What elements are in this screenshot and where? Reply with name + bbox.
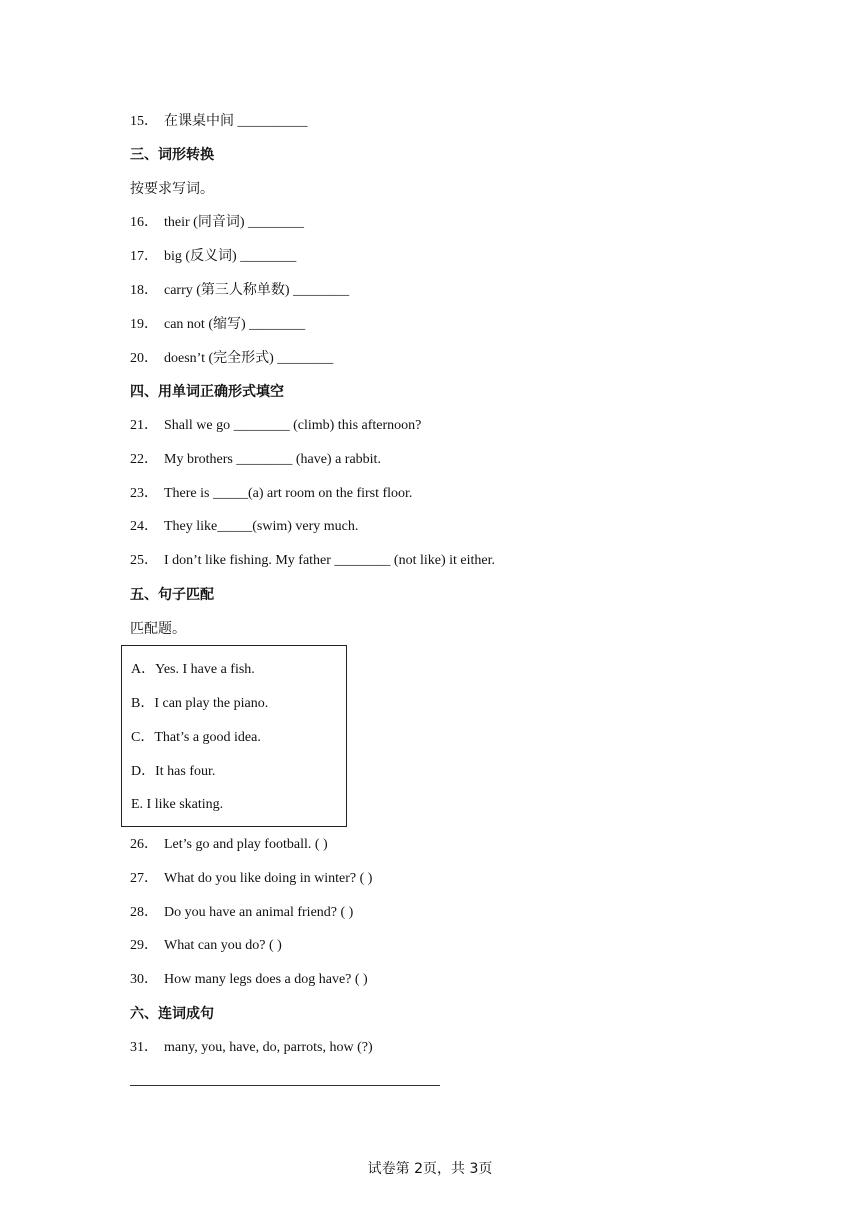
question-text: I don’t like fishing. My father ________ (not like) it either. [164, 553, 496, 568]
question-number: 26． [130, 837, 158, 852]
option-b: B．I can play the piano. [131, 696, 269, 711]
question-28 [130, 904, 353, 922]
section-3-title: 三、词形转换 [130, 147, 214, 163]
option-d: D．It has four. [131, 764, 216, 779]
question-text: There is _____(a) art room on the first floor. [164, 486, 413, 501]
question-text: They like_____(swim) very much. [164, 519, 359, 534]
question-16 [130, 214, 304, 232]
question-31 [130, 1039, 373, 1057]
question-number: 22． [130, 452, 158, 467]
question-text: Let’s go and play football. ( ) [164, 837, 328, 852]
question-number: 15． [130, 114, 158, 129]
question-text: Do you have an animal friend? ( ) [164, 905, 354, 920]
question-number: 19． [130, 317, 158, 332]
question-number: 31． [130, 1040, 158, 1055]
question-19 [130, 316, 305, 334]
question-24 [130, 518, 358, 536]
question-number: 28． [130, 905, 158, 920]
question-29 [130, 937, 282, 955]
question-number: 24． [130, 519, 158, 534]
question-20 [130, 350, 333, 368]
question-text: How many legs does a dog have? ( ) [164, 972, 368, 987]
option-e: E. I like skating. [131, 797, 224, 812]
question-number: 29． [130, 938, 158, 953]
question-30 [130, 971, 368, 989]
question-22 [130, 451, 381, 469]
question-number: 21． [130, 418, 158, 433]
question-number: 30． [130, 972, 158, 987]
question-number: 25． [130, 553, 158, 568]
section-4-title: 四、用单词正确形式填空 [130, 384, 284, 400]
question-number: 18． [130, 283, 158, 298]
question-text: their (同音词) ________ [164, 215, 304, 230]
question-number: 16． [130, 215, 158, 230]
question-17 [130, 248, 296, 266]
section-5-title: 五、句子匹配 [130, 587, 214, 603]
question-15 [130, 113, 308, 131]
question-text: What do you like doing in winter? ( ) [164, 871, 373, 886]
question-number: 17． [130, 249, 158, 264]
question-number: 23． [130, 486, 158, 501]
question-25 [130, 552, 495, 570]
section-5-instruction: 匹配题。 [130, 621, 186, 637]
question-text: carry (第三人称单数) ________ [164, 283, 350, 298]
section-3-instruction: 按要求写词。 [130, 181, 214, 197]
question-text: What can you do? ( ) [164, 938, 282, 953]
answer-line [130, 1085, 440, 1086]
question-text: My brothers ________ (have) a rabbit. [164, 452, 381, 467]
question-text: 在课桌中间 __________ [164, 114, 308, 129]
question-text: doesn’t (完全形式) ________ [164, 351, 334, 366]
question-number: 27． [130, 871, 158, 886]
question-21 [130, 417, 421, 435]
question-27 [130, 870, 372, 888]
options-box [121, 645, 347, 827]
question-text: can not (缩写) ________ [164, 317, 306, 332]
question-text: many, you, have, do, parrots, how (?) [164, 1040, 373, 1055]
option-c: C．That’s a good idea. [131, 730, 261, 745]
question-23 [130, 485, 412, 503]
option-a: A．Yes. I have a fish. [131, 662, 255, 677]
question-number: 20． [130, 351, 158, 366]
question-text: Shall we go ________ (climb) this afternoon? [164, 418, 422, 433]
question-26 [130, 836, 328, 854]
question-18 [130, 282, 349, 300]
section-6-title: 六、连词成句 [130, 1006, 214, 1022]
question-text: big (反义词) ________ [164, 249, 297, 264]
page-footer: 试卷第 2页，共 3页 [367, 1161, 493, 1177]
